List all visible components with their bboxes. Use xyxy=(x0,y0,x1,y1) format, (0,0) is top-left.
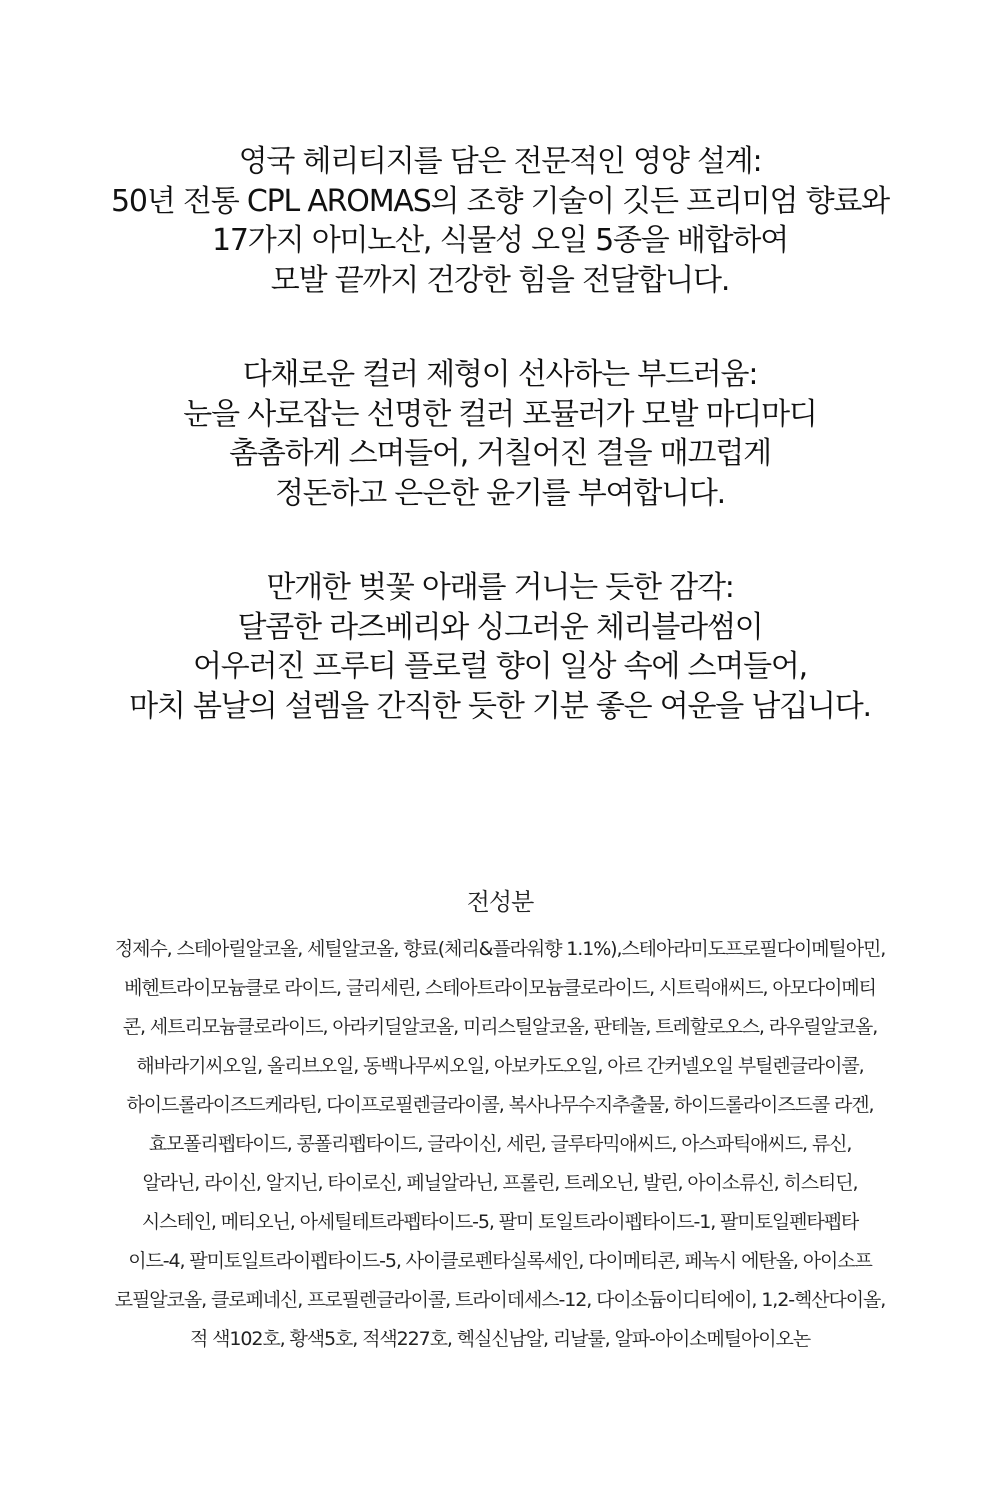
description-line: 정돈하고 은은한 윤기를 부여합니다. xyxy=(274,475,726,511)
description-block-fragrance xyxy=(0,568,1000,726)
description-line: 영국 헤리티지를 담은 전문적인 영양 설계: xyxy=(238,144,762,179)
ingredients-line: 시스테인, 메티오닌, 아세틸테트라펩타이드-5, 팔미 토일트라이펩타이드-1, 팔미토일펜타펩타 xyxy=(141,1211,859,1233)
ingredients-line: 정제수, 스테아릴알코올, 세틸알코올, 향료(체리&플라워향 1.1%),스테아라미도프로필다이메틸아민, xyxy=(114,938,886,960)
ingredients-section xyxy=(0,884,1000,1359)
description-line: 50년 전통 CPL AROMAS의 조향 기술이 깃든 프리미엄 향료와 xyxy=(111,183,889,219)
description-block-color-formula xyxy=(0,355,1000,513)
ingredients-line: 효모폴리펩타이드, 콩폴리펩타이드, 글라이신, 세린, 글루타믹애씨드, 아스파틱애씨드, 류신, xyxy=(148,1133,852,1155)
ingredients-line: 베헨트라이모늄클로 라이드, 글리세린, 스테아트라이모늄클로라이드, 시트릭애씨드, 아모다이메티 xyxy=(124,977,876,999)
product-description xyxy=(0,142,1000,781)
ingredients-line: 이드-4, 팔미토일트라이펩타이드-5, 사이클로펜타실록세인, 다이메티콘, 페녹시 에탄올, 아이소프 xyxy=(128,1250,872,1272)
ingredients-title: 전성분 xyxy=(466,888,534,916)
description-line: 달콤한 라즈베리와 싱그러운 체리블라썸이 xyxy=(237,609,763,645)
description-line: 눈을 사로잡는 선명한 컬러 포뮬러가 모발 마디마디 xyxy=(183,396,817,432)
description-line: 만개한 벚꽃 아래를 거니는 듯한 감각: xyxy=(266,570,734,605)
description-line: 어우러진 프루티 플로럴 향이 일상 속에 스며들어, xyxy=(193,649,807,684)
description-block-heritage xyxy=(0,142,1000,300)
description-line: 17가지 아미노산, 식물성 오일 5종을 배합하여 xyxy=(212,223,788,258)
ingredients-line: 알라닌, 라이신, 알지닌, 타이로신, 페닐알라닌, 프롤린, 트레오닌, 발린, 아이소류신, 히스티딘, xyxy=(142,1172,858,1194)
ingredients-line: 하이드롤라이즈드케라틴, 다이프로필렌글라이콜, 복사나무수지추출물, 하이드롤라이즈드콜 라겐, xyxy=(126,1094,874,1116)
description-line: 마치 봄날의 설렘을 간직한 듯한 기분 좋은 여운을 남깁니다. xyxy=(129,688,871,724)
ingredients-line: 로필알코올, 클로페네신, 프로필렌글라이콜, 트라이데세스-12, 다이소듐이디티에이, 1,2-헥산다이올, xyxy=(114,1289,886,1311)
description-line: 모발 끝까지 건강한 힘을 전달합니다. xyxy=(270,262,730,298)
ingredients-line: 해바라기씨오일, 올리브오일, 동백나무씨오일, 아보카도오일, 아르 간커넬오일 부틸렌글라이콜, xyxy=(136,1055,864,1077)
ingredients-line: 적 색102호, 황색5호, 적색227호, 헥실신남알, 리날룰, 알파-아이소메틸아이오논 xyxy=(189,1328,811,1350)
ingredients-line: 콘, 세트리모늄클로라이드, 아라키딜알코올, 미리스틸알코올, 판테놀, 트레할로오스, 라우릴알코올, xyxy=(122,1016,878,1038)
description-line: 촘촘하게 스며들어, 거칠어진 결을 매끄럽게 xyxy=(229,436,771,471)
description-line: 다채로운 컬러 제형이 선사하는 부드러움: xyxy=(242,357,758,392)
